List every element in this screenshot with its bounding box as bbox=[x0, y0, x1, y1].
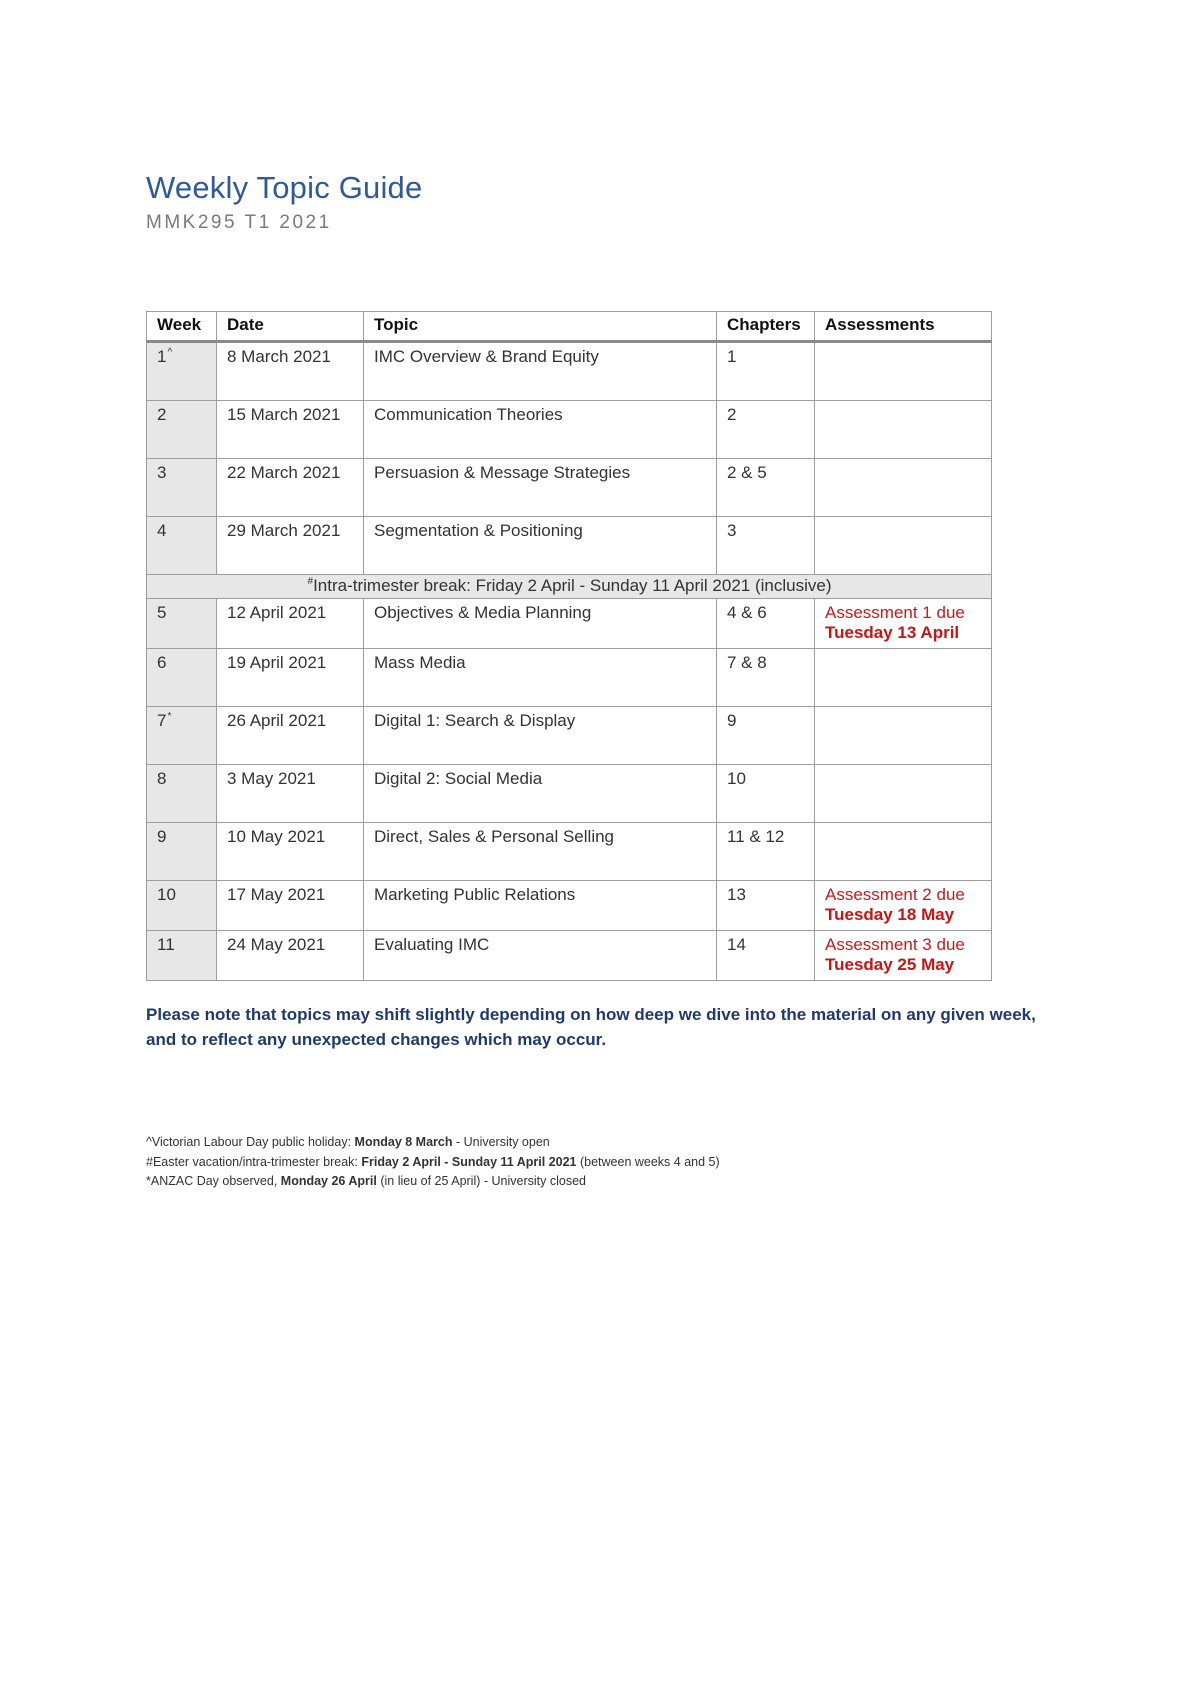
assessment-cell bbox=[815, 823, 992, 881]
topic-cell: Evaluating IMC bbox=[364, 931, 717, 981]
assessment-due-date: Tuesday 25 May bbox=[825, 955, 955, 974]
column-header-topic: Topic bbox=[364, 312, 717, 342]
date-cell: 10 May 2021 bbox=[217, 823, 364, 881]
week-cell bbox=[147, 342, 217, 401]
week-number: 1 bbox=[157, 347, 167, 366]
footnote-text: (between weeks 4 and 5) bbox=[576, 1154, 720, 1169]
chapters-cell: 2 & 5 bbox=[717, 459, 815, 517]
schedule-note: Please note that topics may shift slightly depending on how deep we dive into the material on any given week, and to reflect any unexpected changes which may occur. bbox=[146, 1005, 1036, 1049]
topic-cell: Communication Theories bbox=[364, 401, 717, 459]
assessment-cell bbox=[815, 517, 992, 575]
chapters-cell: 10 bbox=[717, 765, 815, 823]
date-cell: 17 May 2021 bbox=[217, 881, 364, 931]
table-row bbox=[147, 342, 992, 401]
topic-cell: Digital 1: Search & Display bbox=[364, 707, 717, 765]
break-row bbox=[147, 575, 992, 599]
week-cell bbox=[147, 707, 217, 765]
weekly-schedule-table bbox=[146, 311, 992, 981]
table-row bbox=[147, 765, 992, 823]
assessment-cell bbox=[815, 342, 992, 401]
assessment-cell bbox=[815, 599, 992, 649]
table-row bbox=[147, 707, 992, 765]
week-cell: 10 bbox=[147, 881, 217, 931]
week-cell: 4 bbox=[147, 517, 217, 575]
table-row bbox=[147, 401, 992, 459]
footnote-text: *ANZAC Day observed, bbox=[146, 1174, 281, 1188]
date-cell: 24 May 2021 bbox=[217, 931, 364, 981]
footnote-mark: # bbox=[307, 576, 314, 588]
footnotes bbox=[146, 1133, 720, 1192]
assessment-due-date: Tuesday 13 April bbox=[825, 623, 960, 642]
break-cell bbox=[147, 575, 992, 599]
column-header-chapters: Chapters bbox=[717, 312, 815, 342]
topic-cell: Objectives & Media Planning bbox=[364, 599, 717, 649]
footnote-text: - University open bbox=[452, 1135, 550, 1149]
date-cell: 3 May 2021 bbox=[217, 765, 364, 823]
week-cell: 8 bbox=[147, 765, 217, 823]
assessment-label: Assessment 1 due bbox=[825, 603, 965, 622]
footnote-mark: * bbox=[167, 711, 172, 723]
date-cell: 8 March 2021 bbox=[217, 342, 364, 401]
chapters-cell: 11 & 12 bbox=[717, 823, 815, 881]
topic-cell: IMC Overview & Brand Equity bbox=[364, 342, 717, 401]
week-cell: 5 bbox=[147, 599, 217, 649]
table-row bbox=[147, 823, 992, 881]
date-cell: 19 April 2021 bbox=[217, 649, 364, 707]
topic-cell: Segmentation & Positioning bbox=[364, 517, 717, 575]
column-header-week: Week bbox=[147, 312, 217, 342]
topic-cell: Direct, Sales & Personal Selling bbox=[364, 823, 717, 881]
topic-cell: Mass Media bbox=[364, 649, 717, 707]
topic-cell: Persuasion & Message Strategies bbox=[364, 459, 717, 517]
footnote-date: Monday 26 April bbox=[280, 1174, 377, 1188]
topic-cell: Digital 2: Social Media bbox=[364, 765, 717, 823]
table-row bbox=[147, 459, 992, 517]
date-cell: 22 March 2021 bbox=[217, 459, 364, 517]
column-header-date: Date bbox=[217, 312, 364, 342]
document-subtitle: MMK295 T1 2021 bbox=[146, 212, 332, 233]
chapters-cell: 4 & 6 bbox=[717, 599, 815, 649]
footnote-labour-day bbox=[146, 1133, 720, 1153]
footnote-mark: ^ bbox=[167, 347, 173, 359]
assessment-cell bbox=[815, 931, 992, 981]
assessment-label: Assessment 2 due bbox=[825, 885, 965, 904]
table-row bbox=[147, 517, 992, 575]
table-row bbox=[147, 599, 992, 649]
topic-cell: Marketing Public Relations bbox=[364, 881, 717, 931]
footnote-easter-break bbox=[146, 1153, 720, 1173]
week-cell: 3 bbox=[147, 459, 217, 517]
assessment-cell bbox=[815, 881, 992, 931]
week-number: 7 bbox=[157, 711, 167, 730]
date-cell: 26 April 2021 bbox=[217, 707, 364, 765]
assessment-cell bbox=[815, 459, 992, 517]
footnote-date: Friday 2 April - Sunday 11 April 2021 bbox=[361, 1154, 577, 1169]
chapters-cell: 14 bbox=[717, 931, 815, 981]
chapters-cell: 7 & 8 bbox=[717, 649, 815, 707]
document-title: Weekly Topic Guide bbox=[146, 170, 423, 205]
column-header-assessments: Assessments bbox=[815, 312, 992, 342]
date-cell: 15 March 2021 bbox=[217, 401, 364, 459]
table-header-row bbox=[147, 312, 992, 342]
date-cell: 12 April 2021 bbox=[217, 599, 364, 649]
table-row bbox=[147, 881, 992, 931]
chapters-cell: 9 bbox=[717, 707, 815, 765]
footnote-text: #Easter vacation/intra-trimester break: bbox=[146, 1154, 362, 1169]
table-row bbox=[147, 931, 992, 981]
chapters-cell: 2 bbox=[717, 401, 815, 459]
assessment-cell bbox=[815, 401, 992, 459]
table-row bbox=[147, 649, 992, 707]
chapters-cell: 3 bbox=[717, 517, 815, 575]
week-cell: 11 bbox=[147, 931, 217, 981]
chapters-cell: 13 bbox=[717, 881, 815, 931]
break-text: Intra-trimester break: Friday 2 April - Sunday 11 April 2021 (inclusive) bbox=[313, 576, 832, 595]
chapters-cell: 1 bbox=[717, 342, 815, 401]
footnote-anzac-day bbox=[146, 1172, 720, 1192]
assessment-cell bbox=[815, 765, 992, 823]
week-cell: 2 bbox=[147, 401, 217, 459]
assessment-due-date: Tuesday 18 May bbox=[825, 905, 955, 924]
week-cell: 9 bbox=[147, 823, 217, 881]
assessment-cell bbox=[815, 649, 992, 707]
week-cell: 6 bbox=[147, 649, 217, 707]
assessment-cell bbox=[815, 707, 992, 765]
footnote-text: ^Victorian Labour Day public holiday: bbox=[146, 1135, 355, 1149]
assessment-label: Assessment 3 due bbox=[825, 935, 965, 954]
footnote-text: (in lieu of 25 April) - University closed bbox=[376, 1174, 586, 1188]
date-cell: 29 March 2021 bbox=[217, 517, 364, 575]
footnote-date: Monday 8 March bbox=[354, 1135, 453, 1149]
